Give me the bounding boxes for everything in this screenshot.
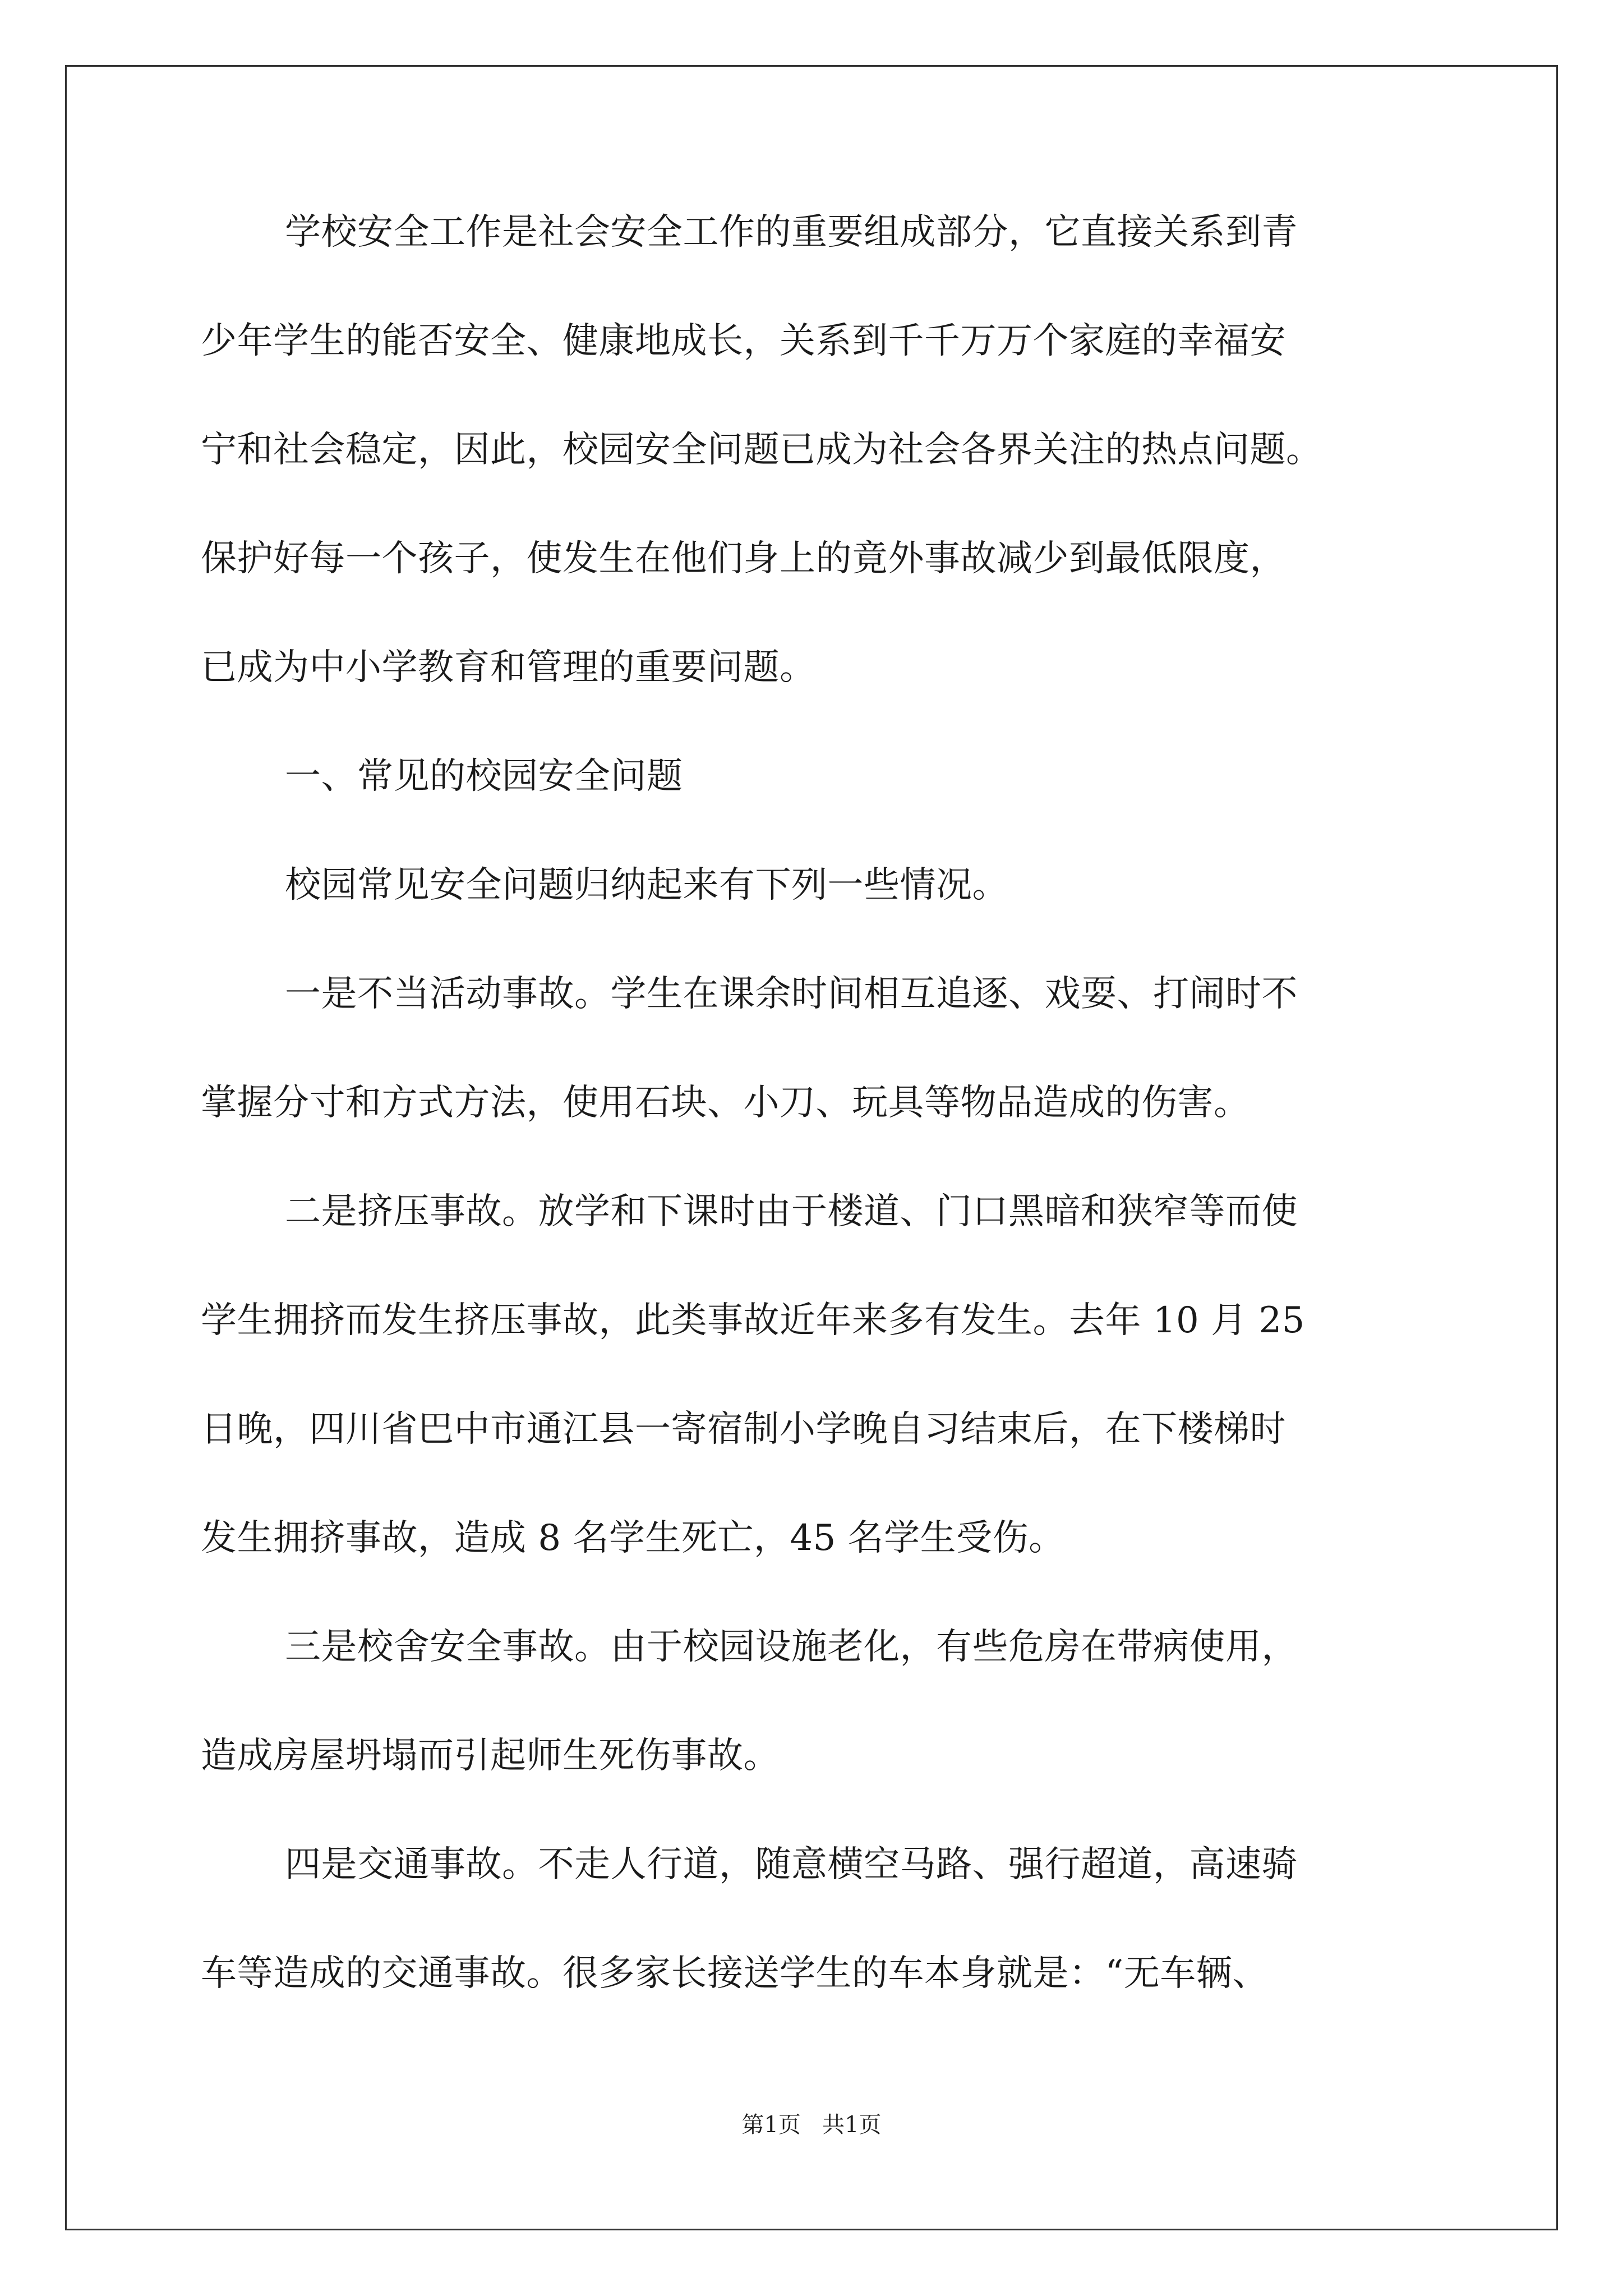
text-line: 宁和社会稳定，因此，校园安全问题已成为社会各界关注的热点问题。 — [201, 429, 1322, 471]
text-line: 造成房屋坍塌而引起师生死伤事故。 — [201, 1735, 780, 1777]
text-line: 四是交通事故。不走人行道，随意横空马路、强行超道，高速骑 — [285, 1844, 1298, 1885]
text-line: 日晚，四川省巴中市通江县一寄宿制小学晚自习结束后，在下楼梯时 — [201, 1409, 1286, 1450]
text-line: 二是挤压事故。放学和下课时由于楼道、门口黑暗和狭窄等而使 — [285, 1191, 1298, 1232]
text-line: 少年学生的能否安全、健康地成长，关系到千千万万个家庭的幸福安 — [201, 320, 1286, 362]
text-line: 掌握分寸和方式方法，使用石块、小刀、玩具等物品造成的伤害。 — [201, 1082, 1250, 1124]
document-body — [201, 211, 1451, 2064]
text-line: 学校安全工作是社会安全工作的重要组成部分，它直接关系到青 — [285, 211, 1298, 253]
text-line: 三是校舍安全事故。由于校园设施老化，有些危房在带病使用， — [285, 1626, 1298, 1668]
text-line: 发生拥挤事故，造成 8 名学生死亡，45 名学生受伤。 — [201, 1517, 1065, 1559]
text-line: 校园常见安全问题归纳起来有下列一些情况。 — [285, 864, 1008, 906]
text-line: 保护好每一个孩子，使发生在他们身上的竟外事故减少到最低限度， — [201, 538, 1286, 579]
text-line: 车等造成的交通事故。很多家长接送学生的车本身就是：“无车辆、 — [201, 1953, 1269, 1994]
page-number-footer: 第1页 共1页 — [741, 2112, 882, 2138]
text-line: 已成为中小学教育和管理的重要问题。 — [201, 647, 816, 688]
text-line: 一是不当活动事故。学生在课余时间相互追逐、戏耍、打闹时不 — [285, 973, 1298, 1015]
section-heading: 一、常见的校园安全问题 — [285, 756, 683, 797]
text-line: 学生拥挤而发生挤压事故，此类事故近年来多有发生。去年 10 月 25 — [201, 1300, 1305, 1341]
